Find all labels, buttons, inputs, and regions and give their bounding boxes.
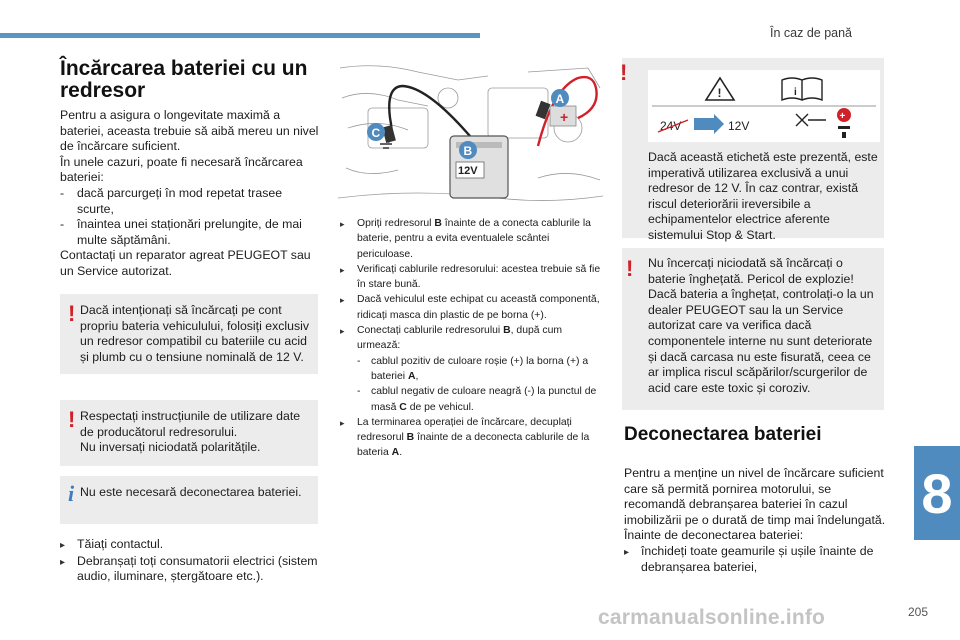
svg-text:i: i	[794, 87, 797, 98]
cases-intro: În unele cazuri, poate fi necesară încărcarea bateriei:	[60, 154, 303, 185]
warning-text: Respectați instrucțiunile de utilizare date de producătorul redresorului.	[80, 409, 301, 439]
svg-text:+: +	[839, 111, 846, 122]
battery-charging-illustration	[338, 58, 603, 208]
section-title: În caz de pană	[770, 26, 853, 40]
warning-text: Dacă intenționați să încărcați pe cont propriu bateria vehiculului, folosiți exclusiv un redresor compatibil cu bateriile cu acid și plumb cu o tensiune nominală de 12 V.	[80, 303, 309, 364]
label-c: C	[371, 126, 381, 140]
step-item: ▸ Tăiați contactul.	[60, 537, 322, 554]
step-item: ▸ închideți toate geamurile și ușile înainte de debranșarea bateriei,	[624, 543, 874, 574]
warning-box-charger	[60, 294, 318, 374]
warning-exclamation-icon: !	[68, 407, 76, 432]
warning-box-frozen-battery	[622, 248, 884, 410]
svg-text:+: +	[560, 109, 569, 125]
info-box-no-disconnect	[60, 476, 318, 524]
step-item: ▸ Verificați cablurile redresorului: acestea trebuie să fie în stare bună.	[340, 262, 608, 293]
warning-text: Nu încercați niciodată să încărcați o baterie înghețată. Pericol de explozie! Dacă bateria a înghețat, controlați-o la un dealer PEUGEOT sau la un Service autorizat care va verifica dacă componentele interne nu sunt deteriorate și dacă carcasa nu este fisurată, ceea ce ar implica riscul scăpărilor/scurgerilor de acid care este toxic și coroziv.	[648, 256, 874, 395]
watermark: carmanualsonline.info	[598, 606, 826, 629]
svg-text:!: !	[717, 86, 722, 100]
contact-paragraph: Contactați un reparator agreat PEUGEOT sau un Service autorizat.	[60, 248, 311, 278]
label-b: B	[463, 144, 473, 158]
triangle-bullet-icon: ▸	[340, 295, 345, 306]
stop-start-label-illustration	[648, 70, 880, 142]
case-item: - dacă parcurgeți în mod repetat trasee scurte,	[60, 185, 283, 216]
header-accent-bar	[0, 33, 480, 38]
case-item: - înaintea unei staționări prelungite, de mai multe săptămâni.	[60, 217, 302, 247]
warning-text: Dacă această etichetă este prezentă, este imperativă utilizarea exclusivă a unui redresor de 12 V. În caz contrar, există riscul deteriorării ireversibile a echipamentelor electrice aferente sistemului Stop & Start.	[648, 150, 878, 242]
triangle-bullet-icon: ▸	[60, 556, 66, 568]
triangle-bullet-icon: ▸	[340, 219, 345, 229]
chapter-tab: 8	[914, 446, 960, 540]
triangle-bullet-icon: ▸	[340, 326, 345, 337]
triangle-bullet-icon: ▸	[60, 540, 66, 551]
warning-exclamation-icon: !	[68, 301, 76, 326]
engine-bay-drawing	[338, 58, 603, 208]
disconnect-before: Înainte de deconectarea bateriei:	[624, 528, 804, 543]
substep-item: - cablul pozitiv de culoare roșie (+) la borna (+) a bateriei A,	[357, 355, 589, 382]
step-item: ▸ Dacă vehiculul este echipat cu această componentă, ridicați masca din plastic de pe borna (+).	[340, 292, 608, 323]
warning-box-polarity	[60, 400, 318, 466]
intro-paragraph: Pentru a asigura o longevitate maximă a bateriei, aceasta trebuie să aibă mereu un nivel de încărcare suficient.	[60, 108, 319, 154]
page-number: 205	[908, 605, 929, 619]
substep-item: - cablul negativ de culoare neagră (-) la punctul de masă C de pe vehicul.	[357, 386, 597, 413]
triangle-bullet-icon: ▸	[624, 546, 630, 558]
disconnect-intro: Pentru a menține un nivel de încărcare suficient care să permită pornirea motorului, se recomandă debranșarea bateriei în cazul imobilizării pe o durată de timp mai îndelungată.	[624, 466, 886, 527]
triangle-bullet-icon: ▸	[340, 264, 345, 275]
step-item: ▸ Debranșați toți consumatorii electrici (sistem audio, iluminare, ștergătoare etc.).	[60, 553, 318, 584]
label-voltage-from: 24V	[660, 119, 682, 133]
step-item: ▸ Opriți redresorul B înainte de a conecta cablurile la baterie, pentru a evita eventualele scântei periculoase.	[340, 216, 608, 262]
charging-steps	[340, 216, 608, 461]
section-heading-charging: Încărcarea bateriei cu un redresor	[60, 57, 308, 102]
info-i-icon: i	[68, 481, 75, 506]
step-item: ▸ Conectați cablurile redresorului B, după cum urmează:	[340, 323, 608, 354]
warning-exclamation-icon: !	[626, 256, 634, 281]
charger-voltage-label: 12V	[458, 165, 478, 177]
label-a: A	[555, 92, 565, 106]
left-steps	[60, 537, 322, 585]
left-intro-text	[60, 108, 322, 280]
right-disconnect-text	[624, 466, 886, 575]
step-item: ▸ La terminarea operației de încărcare, decuplați redresorul B înainte de a deconecta cablurile de la bateria A.	[340, 415, 608, 461]
label-voltage-to: 12V	[728, 119, 750, 133]
warning-exclamation-icon: !	[620, 60, 628, 85]
triangle-bullet-icon: ▸	[340, 417, 345, 428]
warning-text: Nu inversați niciodată polaritățile.	[80, 440, 261, 455]
info-text: Nu este necesară deconectarea bateriei.	[80, 485, 302, 499]
section-heading-disconnect: Deconectarea bateriei	[624, 424, 822, 445]
